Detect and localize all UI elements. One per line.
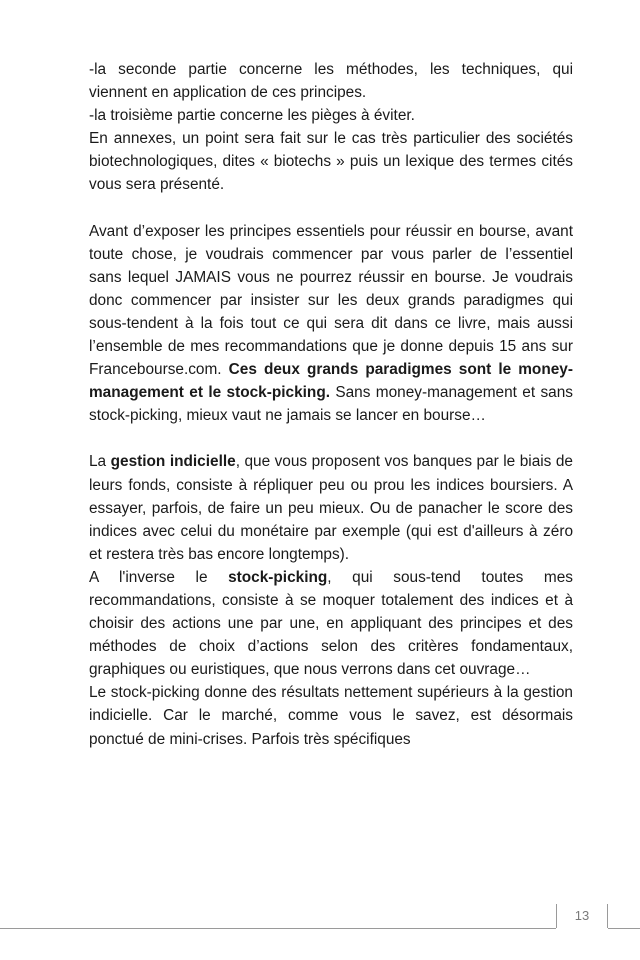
text-run: En annexes, un point sera fait sur le cas très particulier des sociétés biotechnologiques, dites « biotechs » puis un lexique des termes cités vous sera présenté.	[89, 130, 573, 194]
bold-text: Ces deux grands paradigmes sont le money-management et le stock-picking.	[89, 361, 573, 402]
text-run: Sans money-management et sans stock-picking, mieux vaut ne jamais se lancer en bourse…	[89, 384, 573, 425]
paragraph	[89, 566, 573, 681]
text-run: Le stock-picking donne des résultats nettement supérieurs à la gestion indicielle. Car le marché, comme vous le savez, est désormais ponctué de mini-crises. Parfois très spécifiques	[89, 684, 573, 748]
text-run: La	[89, 453, 111, 471]
paragraph	[89, 127, 573, 196]
paragraph	[89, 450, 573, 565]
page-number: 13	[556, 904, 608, 928]
bold-text: stock-picking	[228, 568, 328, 586]
bold-text: gestion indicielle	[110, 453, 236, 471]
text-run: -la seconde partie concerne les méthodes, les techniques, qui viennent en application de ces principes.	[89, 61, 573, 102]
paragraph	[89, 104, 573, 127]
paragraph	[89, 220, 573, 428]
paragraph	[89, 58, 573, 104]
text-run: -la troisième partie concerne les pièges à éviter.	[89, 107, 415, 125]
text-run: , qui sous-tend toutes mes recommandations, consiste à se moquer totalement des indices et à choisir des actions une par une, en appliquant des principes et des méthodes de choix d’actions selon des critères fondamentaux, graphiques ou euristiques, que nous verrons dans cet ouvrage…	[89, 568, 573, 679]
page-body-text	[89, 58, 573, 751]
footer-rule-right	[608, 928, 640, 929]
text-run: , que vous proposent vos banques par le biais de leurs fonds, consiste à répliquer peu ou prou les indices boursiers. A essayer, parfois, de faire un peu mieux. Ou de panacher le score des indices avec celui du monétaire par exemple (qui est d'ailleurs à zéro et restera très bas encore longtemps).	[89, 453, 573, 563]
text-run: A l'inverse le	[89, 568, 229, 586]
paragraph	[89, 681, 573, 750]
text-run: Avant d’exposer les principes essentiels pour réussir en bourse, avant toute chose, je voudrais commencer par vous parler de l’essentiel sans lequel JAMAIS vous ne pourrez réussir en bourse. Je voudrais donc commencer par insister sur les deux grands paradigmes qui sous-tendent à la fois tout ce qui sera dit dans ce livre, mais aussi l’ensemble de mes recommandations que je donne depuis 15 ans sur Francebourse.com.	[89, 222, 573, 379]
footer-rule-left	[0, 928, 556, 929]
